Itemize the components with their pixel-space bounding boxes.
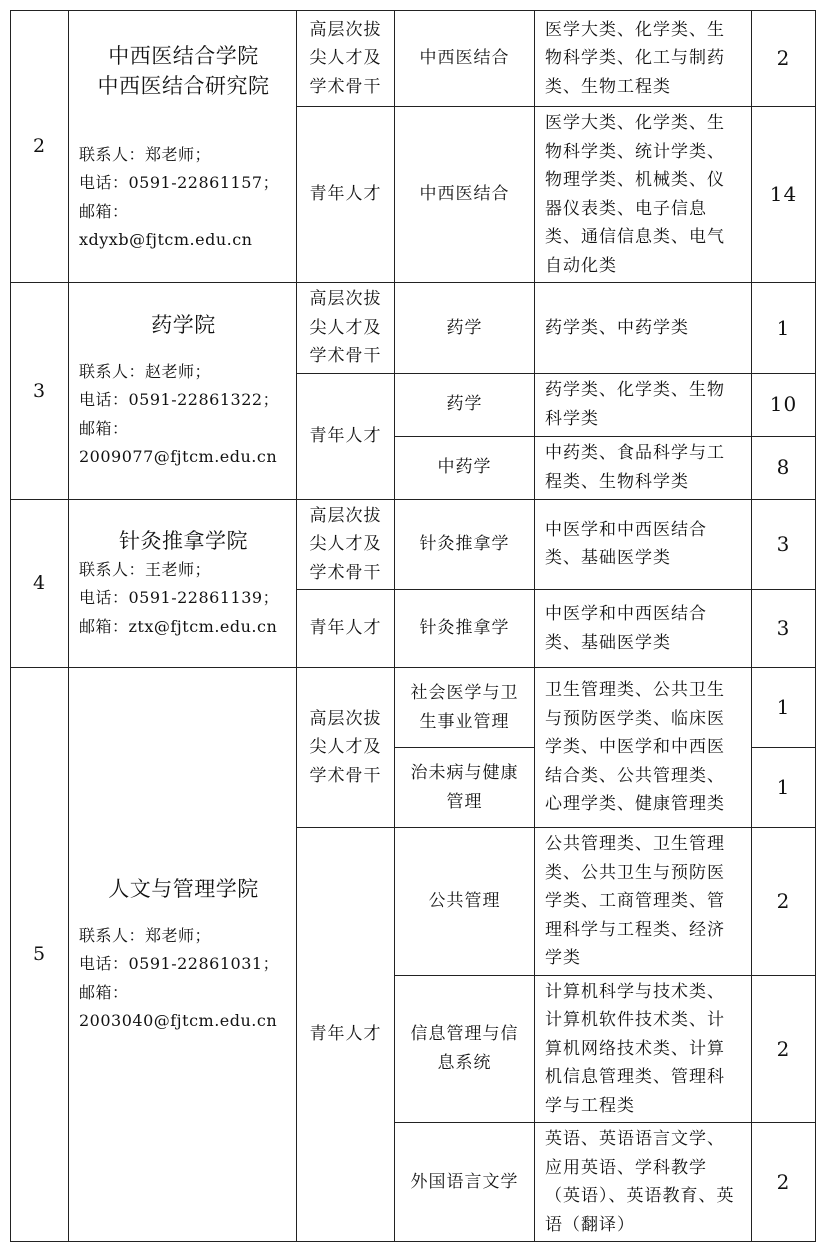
contact-email-label: 邮箱： [79, 201, 129, 221]
contact-person: 联系人：王老师； [79, 559, 212, 579]
row-number: 5 [11, 668, 69, 1242]
headcount: 2 [752, 828, 816, 976]
contact-person: 联系人：赵老师； [79, 361, 212, 381]
college-name: 人文与管理学院 [108, 876, 259, 901]
row-number: 3 [11, 283, 69, 500]
contact-person: 联系人：郑老师； [79, 925, 212, 945]
contact-email-label: 邮箱： [79, 418, 129, 438]
majors: 英语、英语语言文学、应用英语、学科教学（英语）、英语教育、英语（翻译） [535, 1123, 752, 1242]
headcount: 2 [752, 975, 816, 1123]
majors: 公共管理类、卫生管理类、公共卫生与预防医学类、工商管理类、管理科学与工程类、经济学类 [535, 828, 752, 976]
majors: 卫生管理类、公共卫生与预防医学类、临床医学类、中医学和中西医结合类、公共管理类、心理学类、健康管理类 [535, 668, 752, 828]
majors: 药学类、中药学类 [535, 283, 752, 374]
headcount: 1 [752, 668, 816, 748]
talent-type: 高层次拔尖人才及学术骨干 [297, 668, 395, 828]
table-row [11, 668, 816, 748]
college-name: 药学院 [151, 312, 216, 337]
discipline: 针灸推拿学 [395, 590, 535, 668]
discipline: 治未病与健康管理 [395, 748, 535, 828]
contact-email: 2003040@fjtcm.edu.cn [79, 1011, 278, 1030]
discipline: 中西医结合 [395, 107, 535, 283]
majors: 医学大类、化学类、生物科学类、统计学类、物理学类、机械类、仪器仪表类、电子信息类、通信信息类、电气自动化类 [535, 107, 752, 283]
headcount: 3 [752, 499, 816, 590]
headcount: 1 [752, 283, 816, 374]
majors: 中药类、食品科学与工程类、生物科学类 [535, 436, 752, 499]
talent-type: 青年人才 [297, 590, 395, 668]
discipline: 社会医学与卫生事业管理 [395, 668, 535, 748]
headcount: 8 [752, 436, 816, 499]
recruitment-table [10, 10, 816, 1242]
discipline: 药学 [395, 283, 535, 374]
college-cell [69, 668, 297, 1242]
college-cell [69, 283, 297, 500]
contact-email: xdyxb@fjtcm.edu.cn [79, 230, 253, 249]
majors: 药学类、化学类、生物科学类 [535, 373, 752, 436]
contact-email: 邮箱：ztx@fjtcm.edu.cn [79, 616, 278, 636]
discipline: 针灸推拿学 [395, 499, 535, 590]
talent-type: 高层次拔尖人才及学术骨干 [297, 11, 395, 107]
college-name: 针灸推拿学院 [119, 528, 248, 553]
talent-type: 高层次拔尖人才及学术骨干 [297, 283, 395, 374]
discipline: 中西医结合 [395, 11, 535, 107]
row-number: 2 [11, 11, 69, 283]
table-row [11, 283, 816, 374]
talent-type: 青年人才 [297, 373, 395, 499]
discipline: 中药学 [395, 436, 535, 499]
contact-phone: 电话：0591-22861031； [79, 954, 280, 973]
headcount: 1 [752, 748, 816, 828]
headcount: 2 [752, 11, 816, 107]
headcount: 3 [752, 590, 816, 668]
contact-email: 2009077@fjtcm.edu.cn [79, 447, 278, 467]
contact-person: 联系人：郑老师； [79, 144, 212, 164]
discipline: 外国语言文学 [395, 1123, 535, 1242]
talent-type: 青年人才 [297, 107, 395, 283]
headcount: 14 [752, 107, 816, 283]
discipline: 药学 [395, 373, 535, 436]
college-cell [69, 499, 297, 668]
headcount: 2 [752, 1123, 816, 1242]
majors: 中医学和中西医结合类、基础医学类 [535, 499, 752, 590]
contact-email-label: 邮箱： [79, 982, 129, 1002]
row-number: 4 [11, 499, 69, 668]
discipline: 信息管理与信息系统 [395, 975, 535, 1123]
majors: 中医学和中西医结合类、基础医学类 [535, 590, 752, 668]
talent-type: 青年人才 [297, 828, 395, 1242]
majors: 医学大类、化学类、生物科学类、化工与制药类、生物工程类 [535, 11, 752, 107]
contact-phone: 电话：0591-22861157； [79, 173, 280, 192]
table-row [11, 11, 816, 107]
college-name-2: 中西医结合研究院 [97, 73, 270, 98]
discipline: 公共管理 [395, 828, 535, 976]
table-row [11, 499, 816, 590]
college-name: 中西医结合学院 [108, 43, 259, 68]
contact-phone: 电话：0591-22861322； [79, 390, 280, 410]
talent-type: 高层次拔尖人才及学术骨干 [297, 499, 395, 590]
headcount: 10 [752, 373, 816, 436]
college-cell [69, 11, 297, 283]
contact-phone: 电话：0591-22861139； [79, 588, 280, 607]
majors: 计算机科学与技术类、计算机软件技术类、计算机网络技术类、计算机信息管理类、管理科学与工程类 [535, 975, 752, 1123]
